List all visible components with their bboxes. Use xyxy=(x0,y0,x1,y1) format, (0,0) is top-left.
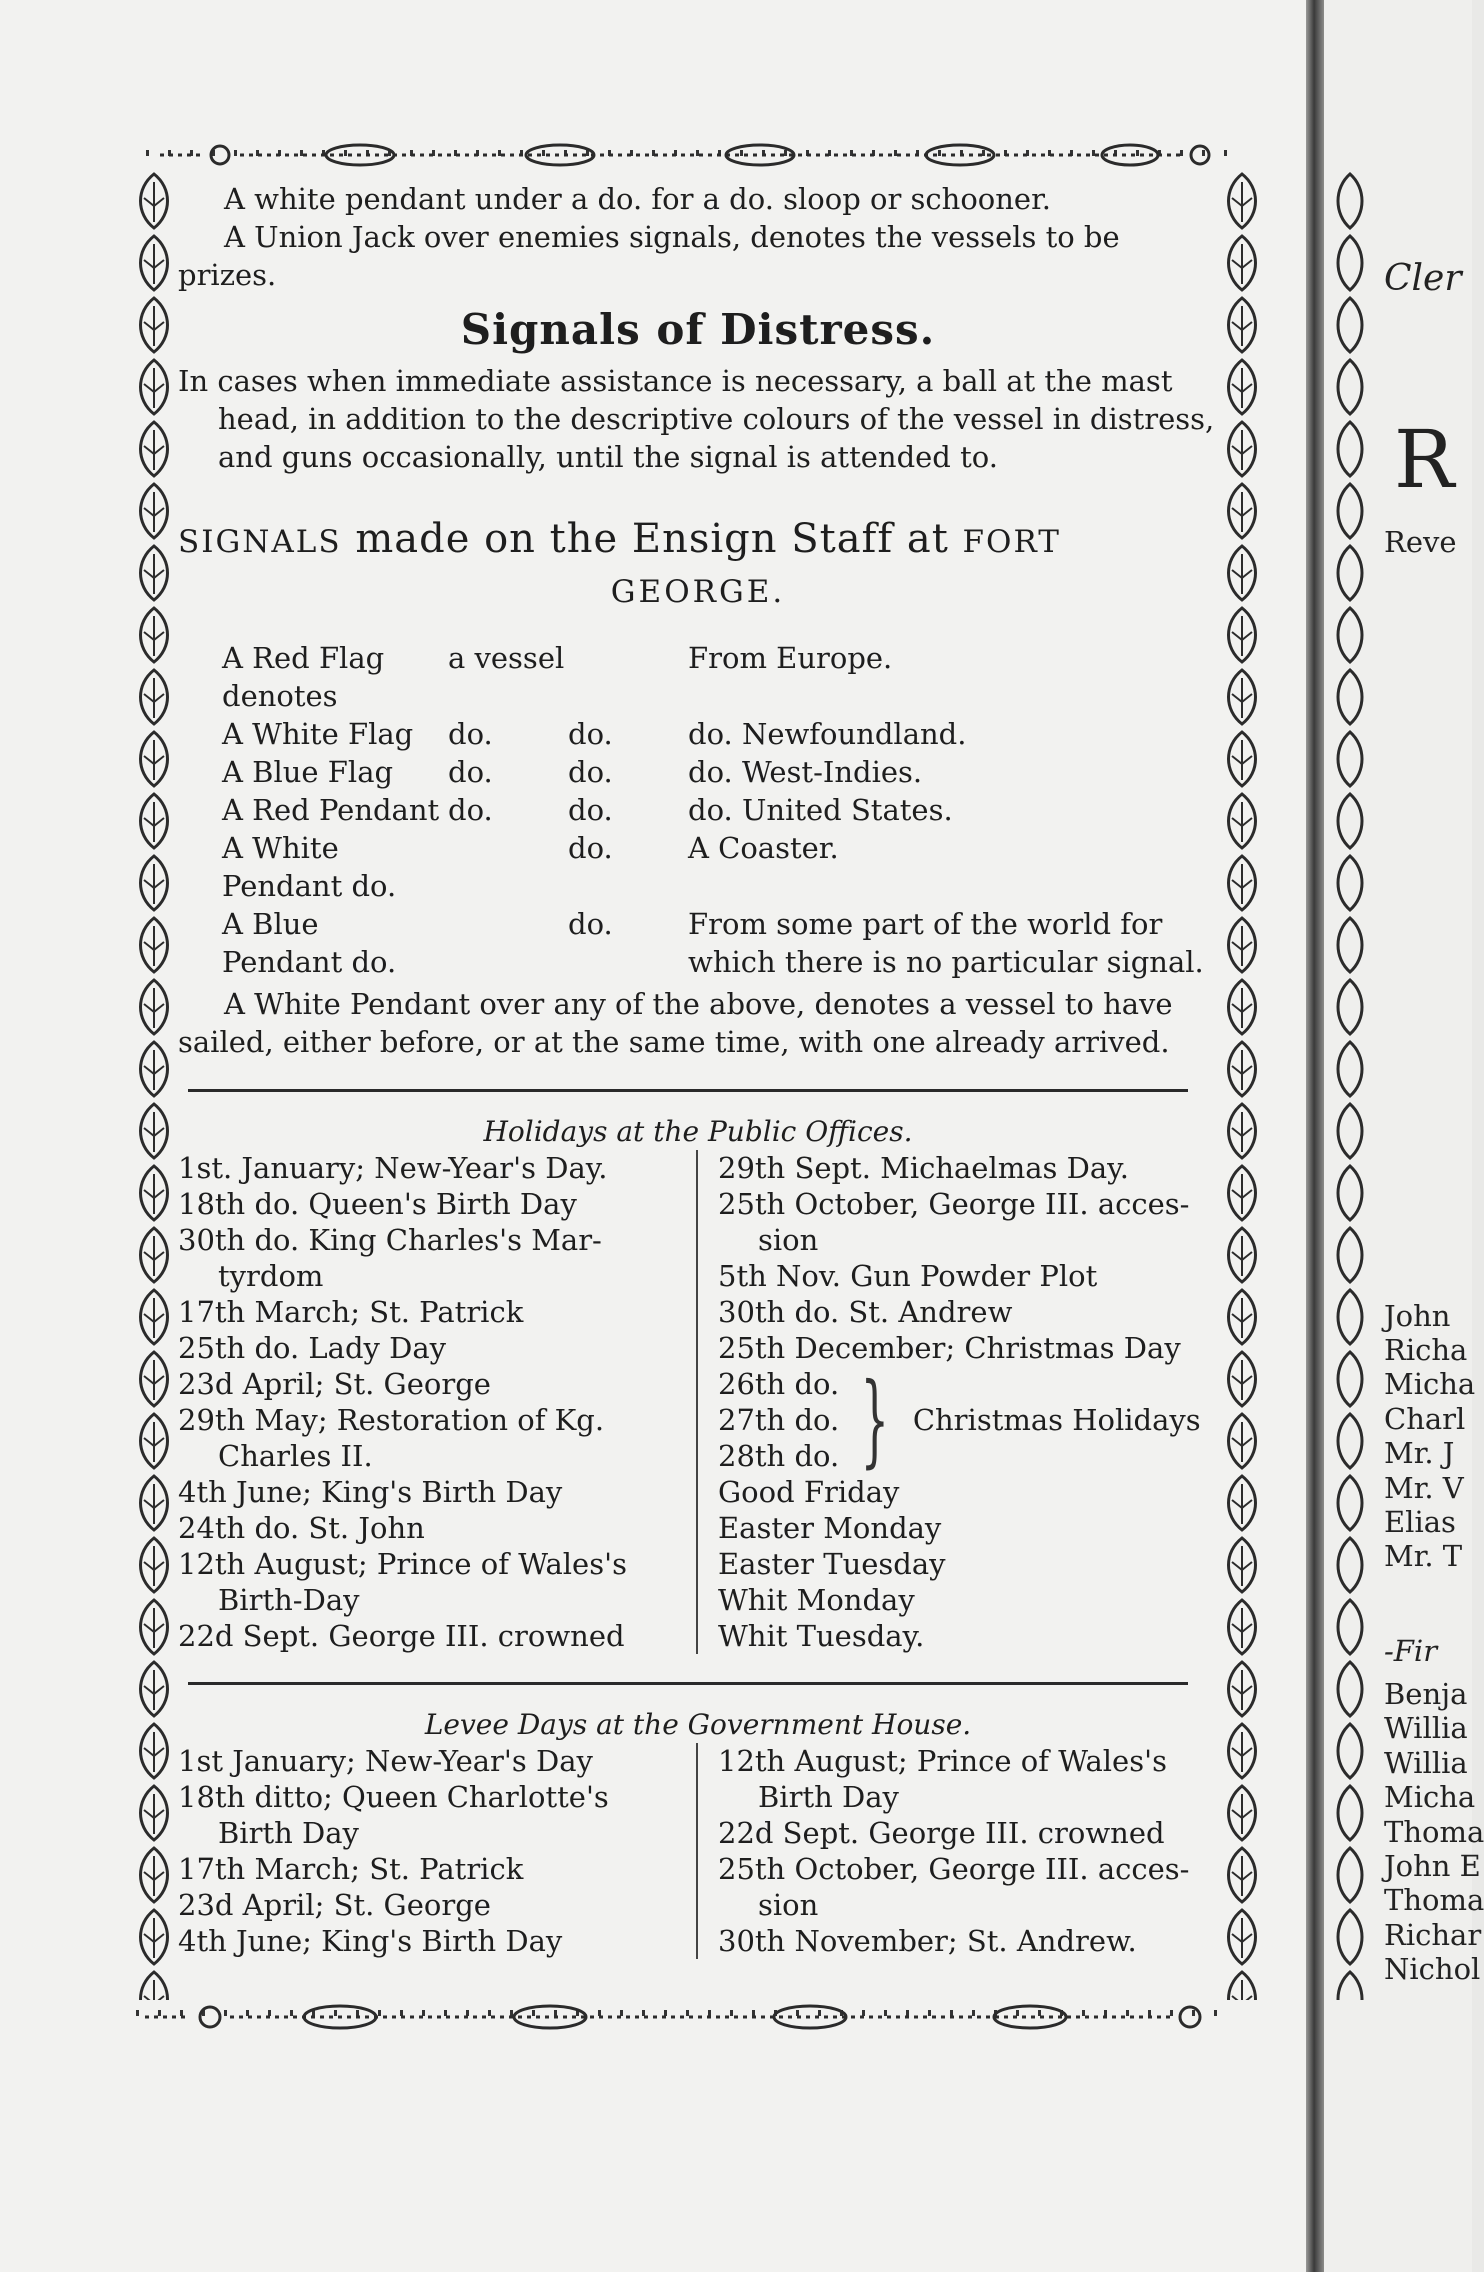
holiday-entry: Whit Monday xyxy=(718,1583,915,1617)
book-gutter xyxy=(1306,0,1324,2272)
holidays-left-column xyxy=(178,1150,698,1654)
fort-signal-cell-flag: A White Pendant do. xyxy=(222,831,397,903)
fort-heading-george: GEORGE. xyxy=(610,574,786,610)
fort-signal-cell-meaning: A Coaster. xyxy=(688,831,839,865)
fort-signal-cell-flag: A Red Pendant xyxy=(222,793,440,827)
holiday-entry: Birth-Day xyxy=(218,1583,360,1617)
levee-entry: 18th ditto; Queen Charlotte's xyxy=(178,1780,609,1814)
holiday-entry: 5th Nov. Gun Powder Plot xyxy=(718,1259,1098,1293)
adjacent-page-text: Micha xyxy=(1384,1367,1476,1402)
fort-signal-cell-meaning: From some part of the world for which there is no particular signal. xyxy=(688,907,1204,979)
adjacent-page-text: Micha xyxy=(1384,1780,1476,1815)
signal-line: A Union Jack over enemies signals, denotes the vessels to be prizes. xyxy=(178,220,1120,292)
holiday-entry: Good Friday xyxy=(718,1475,900,1509)
adjacent-page-text: John E xyxy=(1384,1849,1481,1883)
fort-signal-cell-meaning: do. United States. xyxy=(688,793,953,827)
fort-signal-cell-c3: do. xyxy=(568,907,613,941)
holiday-entry: 29th May; Restoration of Kg. xyxy=(178,1403,605,1437)
fort-signal-cell-c3: do. xyxy=(568,755,613,789)
fort-signal-row xyxy=(178,905,1218,981)
holiday-entry: tyrdom xyxy=(218,1259,324,1293)
fort-note: A White Pendant over any of the above, denotes a vessel to have sailed, either before, or at the same time, with one already arrived. xyxy=(178,987,1173,1059)
page-content xyxy=(178,180,1218,1959)
levee-entry: 17th March; St. Patrick xyxy=(178,1852,524,1886)
levee-entry: 1st January; New-Year's Day xyxy=(178,1744,593,1778)
fort-heading-fort: FORT xyxy=(962,524,1061,560)
adjacent-page-text: Thoma xyxy=(1384,1883,1484,1918)
levee-entry: 23d April; St. George xyxy=(178,1888,491,1922)
fort-george-heading xyxy=(178,512,1218,569)
fort-signal-row xyxy=(178,791,1218,829)
adjacent-page-text: Thoma xyxy=(1384,1814,1484,1849)
fort-signal-cell-flag: A Blue Pendant do. xyxy=(222,907,397,979)
fort-signal-cell-c3 xyxy=(568,639,688,715)
levee-columns xyxy=(178,1743,1218,1959)
adjacent-page-text: -Fir xyxy=(1384,1634,1438,1668)
holiday-entry: 30th do. St. Andrew xyxy=(718,1295,1013,1329)
ornament-border-bottom xyxy=(130,2000,1230,2034)
adjacent-ornament-border xyxy=(1330,170,1370,2000)
fort-signal-cell-meaning: do. Newfoundland. xyxy=(688,717,967,751)
holiday-entry: 26th do. xyxy=(718,1367,840,1401)
levee-entry: sion xyxy=(758,1888,819,1922)
holiday-entry: 22d Sept. George III. crowned xyxy=(178,1619,625,1653)
holiday-entry: Easter Monday xyxy=(718,1511,942,1545)
holiday-entry: 30th do. King Charles's Mar- xyxy=(178,1223,602,1257)
fort-signal-cell-flag: A White Flag xyxy=(222,717,414,751)
holiday-entry: 23d April; St. George xyxy=(178,1367,491,1401)
holiday-entry: 4th June; King's Birth Day xyxy=(178,1475,563,1509)
holiday-entry: Easter Tuesday xyxy=(718,1547,946,1581)
ornament-border-left xyxy=(130,170,178,2000)
adjacent-page-text: Mr. T xyxy=(1384,1539,1463,1574)
section-rule xyxy=(188,1682,1188,1685)
holiday-entry: 27th do. xyxy=(718,1403,840,1437)
holiday-entry: 25th December; Christmas Day xyxy=(718,1331,1181,1365)
levee-entry: 22d Sept. George III. crowned xyxy=(718,1816,1165,1850)
levee-entry: 4th June; King's Birth Day xyxy=(178,1924,563,1958)
adjacent-page-text: Mr. J xyxy=(1384,1436,1455,1471)
holiday-entry: 25th do. Lady Day xyxy=(178,1331,447,1365)
section-rule xyxy=(188,1089,1188,1092)
levee-title: Levee Days at the Government House. xyxy=(424,1708,972,1741)
levee-entry: 25th October, George III. acces- xyxy=(718,1852,1190,1886)
fort-signal-cell-flag: A Blue Flag xyxy=(222,755,394,789)
adjacent-page-fragment xyxy=(1324,0,1484,2272)
holiday-entry: 24th do. St. John xyxy=(178,1511,425,1545)
fort-signal-cell-c2: do. xyxy=(448,755,493,789)
adjacent-page-text: Charl xyxy=(1384,1401,1466,1436)
signal-line: A white pendant under a do. for a do. sloop or schooner. xyxy=(224,182,1051,216)
holiday-entry: 18th do. Queen's Birth Day xyxy=(178,1187,577,1221)
fort-signal-cell-flag: A Red Flag denotes xyxy=(222,641,385,713)
fort-signal-cell-meaning: do. West-Indies. xyxy=(688,755,923,789)
fort-signal-row xyxy=(178,829,1218,905)
holiday-entry: 29th Sept. Michaelmas Day. xyxy=(718,1151,1129,1185)
levee-entry: Birth Day xyxy=(758,1780,899,1814)
holiday-entry: 12th August; Prince of Wales's xyxy=(178,1547,627,1581)
holiday-entry: Whit Tuesday. xyxy=(718,1619,925,1653)
levee-entry: 12th August; Prince of Wales's xyxy=(718,1744,1167,1778)
fort-signal-cell-c3: do. xyxy=(568,793,613,827)
fort-signal-row xyxy=(178,639,1218,715)
fort-heading-signals: SIGNALS xyxy=(178,524,342,560)
holidays-right-column xyxy=(698,1150,1218,1654)
adjacent-page-text: Richa xyxy=(1384,1333,1468,1367)
fort-signal-cell-c3: do. xyxy=(568,831,613,865)
fort-signal-cell-meaning: From Europe. xyxy=(688,641,893,675)
adjacent-page-text: Nichol xyxy=(1384,1952,1481,1987)
holidays-columns xyxy=(178,1150,1218,1654)
adjacent-page-text: John xyxy=(1384,1298,1451,1333)
fort-signal-cell-c2: a vessel xyxy=(448,641,565,675)
levee-left-column xyxy=(178,1743,698,1959)
adjacent-page-text: Cler xyxy=(1384,258,1462,299)
fort-signal-cell-c2 xyxy=(448,905,568,981)
fort-signal-cell-c2: do. xyxy=(448,717,493,751)
christmas-brace-group xyxy=(718,1361,1218,1478)
distress-heading: Signals of Distress. xyxy=(460,305,936,354)
fort-signal-cell-c3: do. xyxy=(568,717,613,751)
fort-signal-row xyxy=(178,715,1218,753)
adjacent-page-text: Richar xyxy=(1384,1917,1482,1952)
levee-right-column xyxy=(698,1743,1218,1959)
holiday-entry: Charles II. xyxy=(218,1439,373,1473)
fort-heading-middle: made on the Ensign Staff at xyxy=(355,516,949,562)
fort-signals-table xyxy=(178,639,1218,981)
ornament-border-top xyxy=(140,140,1230,170)
holiday-entry: 25th October, George III. acces- xyxy=(718,1187,1190,1221)
adjacent-page-text: Mr. V xyxy=(1384,1470,1464,1505)
distress-text: In cases when immediate assistance is necessary, a ball at the mast head, in addition to the descriptive colours of the vessel in distress, and guns occasionally, until the signal is attended to. xyxy=(178,364,1215,474)
holiday-entry: 28th do. xyxy=(718,1439,840,1473)
holiday-entry: 17th March; St. Patrick xyxy=(178,1295,524,1329)
holiday-entry: sion xyxy=(758,1223,819,1257)
holiday-entry: 1st. January; New-Year's Day. xyxy=(178,1151,608,1185)
holidays-title: Holidays at the Public Offices. xyxy=(483,1115,913,1148)
adjacent-page-text: Willia xyxy=(1384,1711,1468,1746)
fort-signal-cell-c2 xyxy=(448,829,568,905)
adjacent-page-text: Reve xyxy=(1384,524,1457,559)
adjacent-page-text: R xyxy=(1394,412,1455,506)
brace-label: Christmas Holidays xyxy=(912,1403,1201,1437)
levee-entry: Birth Day xyxy=(218,1816,359,1850)
adjacent-page-text: Benja xyxy=(1384,1677,1468,1711)
fort-signal-cell-c2: do. xyxy=(448,793,493,827)
fort-signal-row xyxy=(178,753,1218,791)
brace-glyph: } xyxy=(860,1361,890,1478)
adjacent-page-text: Willia xyxy=(1384,1745,1468,1780)
adjacent-page-text: Elias xyxy=(1384,1505,1456,1539)
ornament-border-right xyxy=(1218,170,1266,2000)
levee-entry: 30th November; St. Andrew. xyxy=(718,1924,1137,1958)
